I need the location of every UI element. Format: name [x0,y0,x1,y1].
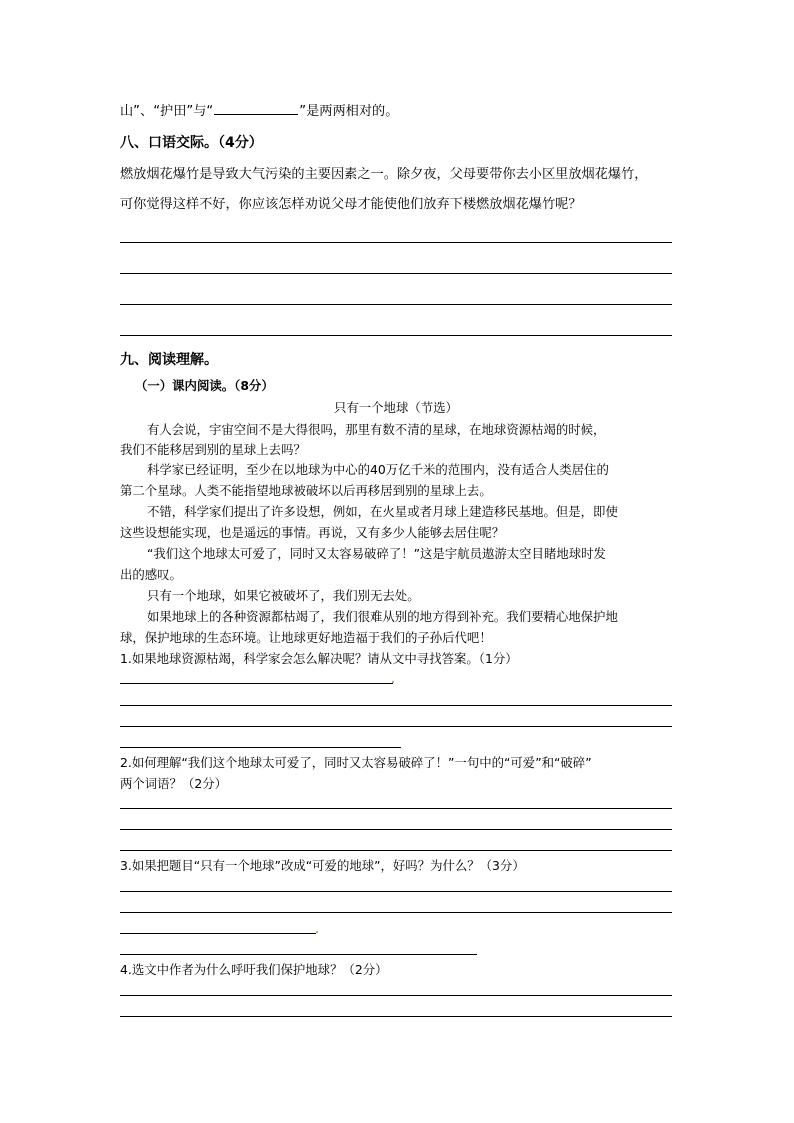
answer-line[interactable] [120,829,672,830]
answer-line[interactable] [120,747,401,748]
passage-line: 有人会说，宇宙空间不是大得很吗，那里有数不清的星球，在地球资源枯竭的时候， [147,422,606,437]
passage-line: 不错，科学家们提出了许多设想，例如，在火星或者月球上建造移民基地。但是，即使 [147,504,618,519]
answer-line[interactable] [120,995,672,996]
answer-line[interactable] [120,850,672,851]
answer-line[interactable] [120,304,672,305]
passage-line: 科学家已经证明，至少在以地球为中心的40万亿千米的范围内，没有适合人类居住的 [147,462,609,477]
question-3: 3.如果把题目“只有一个地球”改成“可爱的地球”，好吗？为什么？（3分） [120,858,525,873]
answer-line[interactable] [120,242,672,243]
answer-line[interactable] [120,705,672,706]
passage-line: 这些设想能实现，也是遥远的事情。再说，又有多少人能够去居住呢？ [120,525,505,540]
section7-tail [120,104,398,118]
section9-subtitle: （一）课内阅读。（8分） [135,378,274,393]
answer-line[interactable] [120,1016,672,1017]
answer-line[interactable] [120,808,672,809]
answer-line[interactable] [120,933,316,934]
question-2-line1: 2.如何理解“我们这个地球太可爱了，同时又太容易破碎了！”一句中的“可爱”和“破碎” [120,755,592,770]
passage-line: “我们这个地球太可爱了，同时又太容易破碎了！”这是宇航员遨游太空目睹地球时发 [147,546,606,561]
answer-line[interactable] [120,912,672,913]
passage-line: 第二个星球。人类不能指望地球被破坏以后再移居到别的星球上去。 [120,483,492,498]
stray-mark [392,681,394,683]
answer-line[interactable] [120,683,393,684]
passage-line: 球，保护地球的生态环境。让地球更好地造福于我们的子孙后代吧！ [120,630,492,645]
answer-line[interactable] [120,954,477,955]
question-1: 1.如果地球资源枯竭，科学家会怎么解决呢？请从文中寻找答案。（1分） [120,651,518,666]
passage-line: 我们不能移居到别的星球上去吗？ [120,442,306,457]
question-4: 4.选文中作者为什么呼吁我们保护地球？（2分） [120,962,388,977]
section7-tail-after: ”是两两相对的。 [299,104,399,119]
section8-title: 八、口语交际。（4分） [120,135,263,151]
fill-blank[interactable] [214,104,298,115]
answer-line[interactable] [120,273,672,274]
passage-line: 只有一个地球，如果它被破坏了，我们别无去处。 [147,588,420,603]
question-2-line2: 两个词语？（2分） [120,776,228,791]
answer-line[interactable] [120,726,672,727]
answer-line[interactable] [120,891,672,892]
passage-line: 如果地球上的各种资源都枯竭了，我们很难从别的地方得到补充。我们要精心地保护地 [147,609,618,624]
stray-mark [316,931,318,933]
section8-para-line2: 可你觉得这样不好，你应该怎样劝说父母才能使他们放弃下楼燃放烟花爆竹呢？ [120,197,582,212]
section9-title: 九、阅读理解。 [120,352,218,368]
passage-line: 出的感叹。 [120,567,182,582]
answer-line[interactable] [120,335,672,336]
passage-title: 只有一个地球（节选） [334,400,458,415]
section7-tail-before: 山”、“护田”与“ [120,104,214,119]
section8-para-line1: 燃放烟花爆竹是导致大气污染的主要因素之一。除夕夜，父母要带你去小区里放烟花爆竹， [120,167,648,182]
